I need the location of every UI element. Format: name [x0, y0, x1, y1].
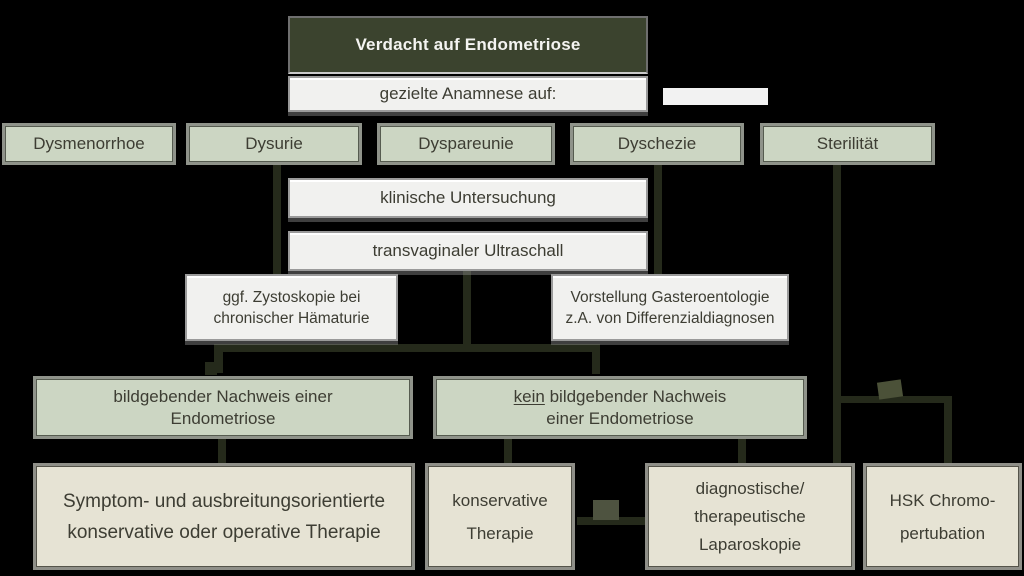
kein-rest: bildgebender Nachweis [544, 386, 727, 406]
node-konservative-therapie [425, 463, 575, 570]
connector-dysurie-zystoskopie [273, 164, 281, 276]
node-klinische-untersuchung [288, 178, 648, 218]
node-label-line2: konservative oder operative Therapie [67, 521, 381, 543]
node-label: Dysmenorrhoe [33, 134, 145, 153]
arrow-mark-mid [593, 500, 619, 520]
node-label-line2: Endometriose [170, 408, 276, 428]
node-symptom-therapie [33, 463, 415, 570]
node-label-line2: Therapie [466, 523, 534, 543]
node-label-line2: pertubation [899, 523, 986, 543]
node-label-line1: diagnostische/ [695, 478, 805, 498]
node-dysmenorrhoe [2, 123, 176, 165]
node-label: Dyschezie [617, 134, 697, 153]
node-label: transvaginaler Ultraschall [372, 241, 564, 260]
node-bildgebender-nachweis [33, 376, 413, 439]
node-label-line1: konservative [452, 490, 548, 510]
node-sterilitaet [760, 123, 935, 165]
connector-split-horizontal [214, 344, 600, 352]
connector-kein-laparoskopie [738, 438, 746, 465]
node-label-line3: Laparoskopie [698, 534, 802, 554]
connector-sterilitaet-laparoskopie [833, 164, 841, 464]
node-anamnese [288, 76, 648, 112]
node-laparoskopie [645, 463, 855, 570]
node-transvaginaler-ultraschall [288, 231, 648, 271]
node-label: Verdacht auf Endometriose [355, 35, 581, 54]
node-label: Dyspareunie [418, 134, 514, 153]
connector-nachweis-therapie [218, 438, 226, 465]
kein-underlined: kein [513, 386, 545, 406]
node-label: klinische Untersuchung [380, 188, 556, 207]
connector-branch-hsk [944, 396, 952, 464]
node-label: Dysurie [245, 134, 303, 153]
connector-split-right-stub [592, 344, 600, 374]
node-label-line2: therapeutische [694, 506, 806, 526]
node-zystoskopie [185, 274, 398, 341]
node-dyspareunie [377, 123, 555, 165]
node-label-line1: Vorstellung Gasteroentologie [570, 288, 770, 306]
node-label-line1: bildgebender Nachweis einer [113, 386, 333, 406]
node-label-line1: Symptom- und ausbreitungsorientierte [62, 490, 386, 512]
node-label: Sterilität [816, 134, 879, 153]
node-label-line2: chronischer Hämaturie [213, 309, 370, 327]
node-label-line2: z.A. von Differenzialdiagnosen [565, 309, 775, 327]
arrow-mark-branch [877, 379, 903, 399]
node-label-line2: einer Endometriose [546, 408, 694, 428]
node-hsk-chromopertubation [863, 463, 1022, 570]
node-label-line1: ggf. Zystoskopie bei [222, 288, 361, 306]
blank-label-box [663, 88, 768, 105]
node-gastroenterologie [551, 274, 789, 341]
connector-kein-konservativ [504, 438, 512, 465]
node-dyschezie [570, 123, 744, 165]
node-label: gezielte Anamnese auf: [379, 84, 557, 103]
node-kein-bildgebender-nachweis [433, 376, 807, 439]
node-label-line1: HSK Chromo- [889, 490, 996, 510]
arrow-mark-left-stub [205, 362, 217, 375]
node-dysurie [186, 123, 362, 165]
node-verdacht-endometriose [288, 16, 648, 74]
connector-dyschezie-gastro [654, 164, 662, 276]
node-label-line1 [514, 386, 727, 408]
connector-ultraschall-split [463, 270, 471, 351]
